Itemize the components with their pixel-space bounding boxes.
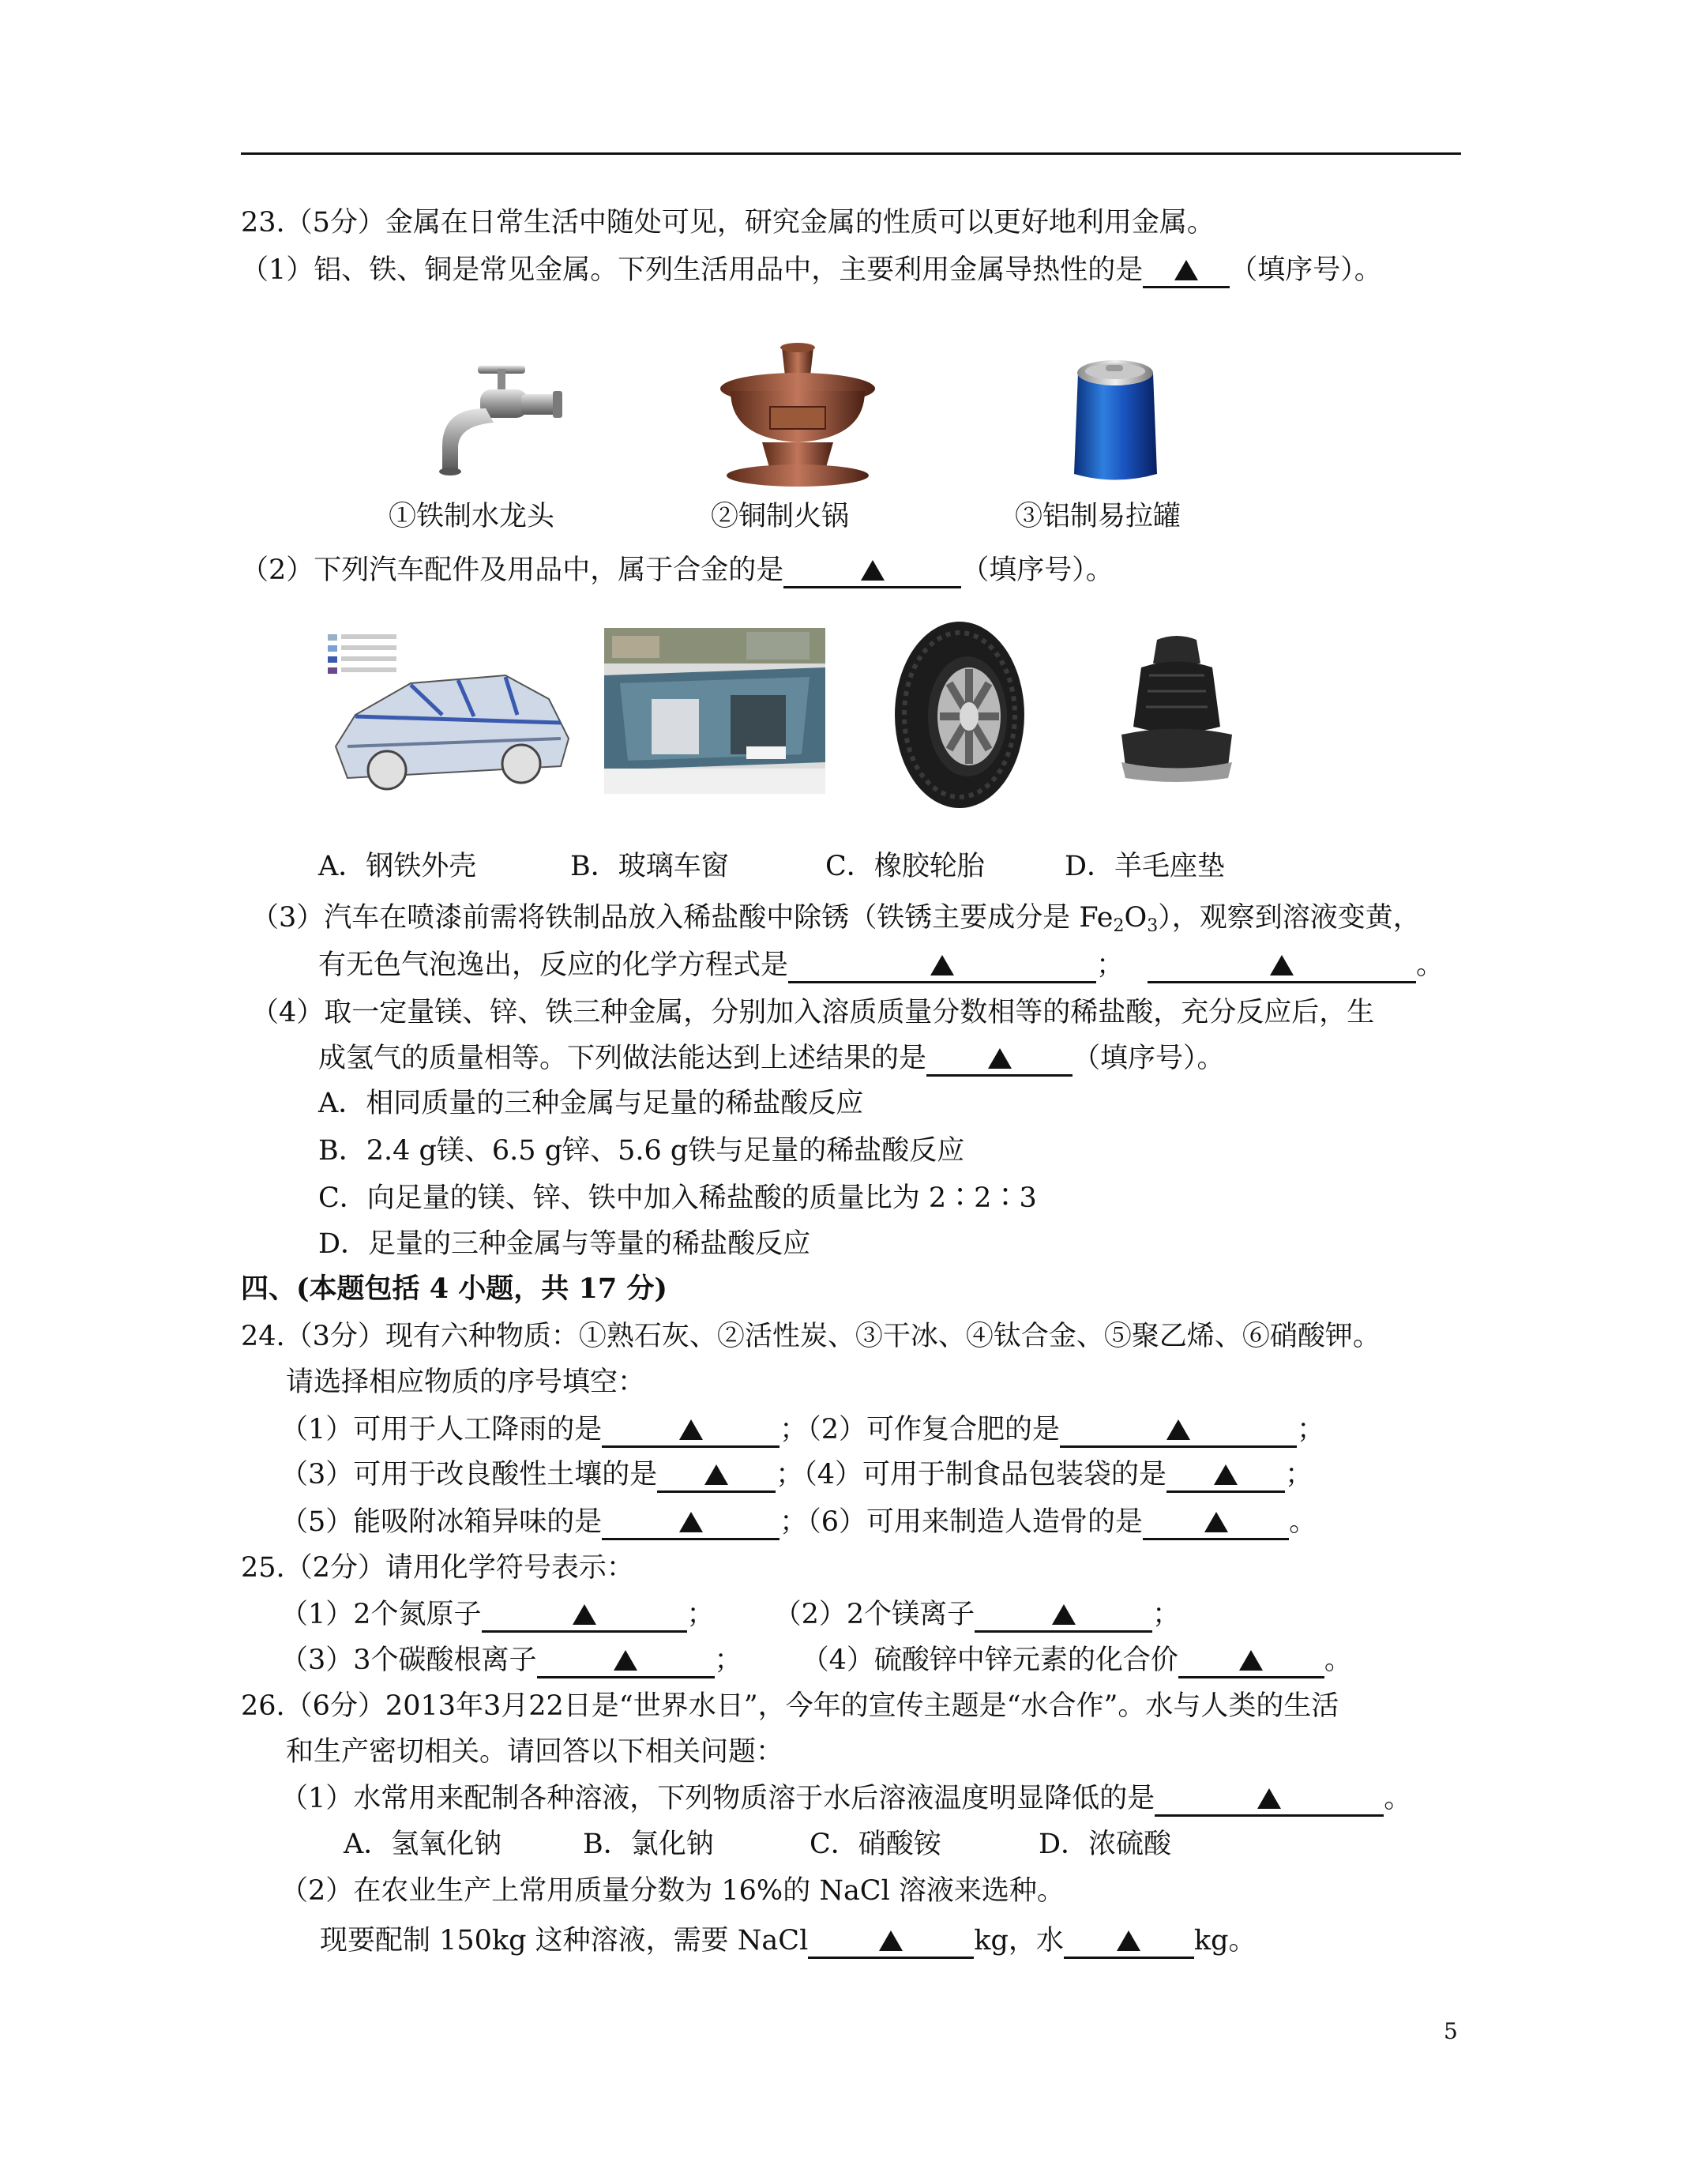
q23-part1: （1）铝、铁、铜是常见金属。下列生活用品中，主要利用金属导热性的是 （填序号）。	[241, 253, 1382, 288]
answer-blank[interactable]	[783, 554, 961, 588]
answer-blank[interactable]	[1143, 1506, 1289, 1540]
aluminum-can-image	[1070, 355, 1161, 486]
triangle-icon	[861, 560, 885, 581]
q23-part2: （2）下列汽车配件及用品中，属于合金的是 （填序号）。	[241, 553, 1114, 588]
triangle-icon	[930, 955, 954, 975]
q24-line1: （1）可用于人工降雨的是 ；（2）可作复合肥的是 ；	[280, 1412, 1324, 1448]
triangle-icon	[614, 1650, 637, 1671]
section-heading: 四、(本题包括 4 小题，共 17 分)	[241, 1272, 667, 1305]
triangle-icon	[988, 1048, 1012, 1069]
q26-title-line2: 和生产密切相关。请回答以下相关问题：	[286, 1736, 784, 1768]
answer-blank[interactable]	[482, 1599, 687, 1633]
q23-option4-d: D．足量的三种金属与等量的稀盐酸反应	[318, 1228, 811, 1260]
triangle-icon	[879, 1930, 903, 1951]
q24-line2: （3）可用于改良酸性土壤的是 ；（4）可用于制食品包装袋的是 ；	[280, 1457, 1313, 1493]
q26-option-c: C．硝酸铵	[810, 1829, 941, 1860]
q25-title: 25.（2分）请用化学符号表示：	[241, 1552, 634, 1584]
triangle-icon	[1166, 1419, 1190, 1440]
q23-option-c: C．橡胶轮胎	[825, 851, 985, 882]
answer-blank[interactable]	[1155, 1783, 1384, 1817]
page-number: 5	[1444, 2018, 1458, 2044]
car-body-image	[324, 628, 577, 798]
q23-option4-c: C．向足量的镁、锌、铁中加入稀盐酸的质量比为 2∶2∶3	[318, 1182, 1037, 1214]
answer-blank[interactable]	[537, 1645, 715, 1678]
triangle-icon	[1214, 1464, 1238, 1485]
copper-hotpot-image	[715, 340, 881, 490]
answer-blank[interactable]	[602, 1506, 780, 1540]
q23-option4-a: A．相同质量的三种金属与足量的稀盐酸反应	[318, 1088, 864, 1119]
q26-title: 26.（6分）2013年3月22日是“世界水日”，今年的宣传主题是“水合作”。水与人类的生活	[241, 1690, 1339, 1722]
answer-blank[interactable]	[1178, 1645, 1324, 1678]
triangle-icon	[679, 1419, 703, 1440]
q26-option-b: B．氯化钠	[583, 1829, 714, 1860]
triangle-icon	[1174, 260, 1198, 280]
q23-option4-b: B．2.4 g镁、6.5 g锌、5.6 g铁与足量的稀盐酸反应	[318, 1135, 965, 1167]
answer-blank[interactable]	[1060, 1414, 1297, 1448]
triangle-icon	[1270, 955, 1294, 975]
q26-option-d: D．浓硫酸	[1039, 1829, 1172, 1860]
answer-blank[interactable]	[788, 949, 1096, 983]
q24-line3: （5）能吸附冰箱异味的是 ；（6）可用来制造人造骨的是 。	[280, 1505, 1317, 1540]
img-label-faucet: ①铁制水龙头	[389, 501, 555, 532]
triangle-icon	[573, 1604, 596, 1625]
triangle-icon	[704, 1464, 728, 1485]
q26-part1: （1）水常用来配制各种溶液，下列物质溶于水后溶液温度明显降低的是 。	[280, 1781, 1411, 1817]
img-label-hotpot: ②铜制火锅	[711, 501, 850, 532]
car-windshield-image	[604, 628, 825, 794]
answer-blank[interactable]	[657, 1459, 776, 1493]
q23-part3-line2: 有无色气泡逸出，反应的化学方程式是 ； 。	[318, 948, 1444, 983]
answer-blank[interactable]	[1143, 254, 1230, 288]
answer-blank[interactable]	[1166, 1459, 1285, 1493]
q23-option-a: A．钢铁外壳	[318, 851, 477, 882]
q23-option-d: D．羊毛座垫	[1065, 851, 1226, 882]
answer-blank[interactable]	[926, 1043, 1073, 1077]
q23-part3: （3）汽车在喷漆前需将铁制品放入稀盐酸中除锈（铁锈主要成分是 $Fe_2O_3$），观察到溶液变黄，	[251, 902, 1421, 936]
rubber-tire-image	[892, 620, 1027, 810]
triangle-icon	[1117, 1930, 1140, 1951]
q23-part4-line2: 成氢气的质量相等。下列做法能达到上述结果的是 （填序号）。	[318, 1041, 1225, 1077]
q25-line1: （1）2个氮原子 ； （2）2个镁离子 ；	[280, 1597, 1180, 1633]
answer-blank[interactable]	[602, 1414, 780, 1448]
q24-intro: 请选择相应物质的序号填空：	[286, 1366, 646, 1398]
triangle-icon	[1257, 1788, 1281, 1809]
q26-part2: （2）在农业生产上常用质量分数为 16%的 NaCl 溶液来选种。	[280, 1875, 1065, 1907]
answer-blank[interactable]	[1148, 949, 1416, 983]
q24-title: 24.（3分）现有六种物质：①熟石灰、②活性炭、③干冰、④钛合金、⑤聚乙烯、⑥硝酸钾。	[241, 1321, 1381, 1352]
q23-option-b: B．玻璃车窗	[570, 851, 729, 882]
triangle-icon	[1052, 1604, 1076, 1625]
q26-part2-line2: 现要配制 150kg 这种溶液，需要 NaCl kg，水 kg。	[320, 1923, 1257, 1959]
triangle-icon	[1204, 1512, 1228, 1532]
answer-blank[interactable]	[808, 1925, 974, 1959]
triangle-icon	[679, 1512, 703, 1532]
q26-option-a: A．氢氧化钠	[344, 1829, 502, 1860]
q23-part4: （4）取一定量镁、锌、铁三种金属，分别加入溶质质量分数相等的稀盐酸，充分反应后，生	[251, 997, 1375, 1028]
triangle-icon	[1239, 1650, 1263, 1671]
answer-blank[interactable]	[1064, 1925, 1194, 1959]
header-rule	[241, 152, 1461, 155]
faucet-image	[419, 359, 569, 486]
q25-line2: （3）3个碳酸根离子 ； （4）硫酸锌中锌元素的化合价 。	[280, 1643, 1352, 1678]
q23-title: 23.（5分）金属在日常生活中随处可见，研究金属的性质可以更好地利用金属。	[241, 207, 1215, 239]
answer-blank[interactable]	[975, 1599, 1152, 1633]
wool-seat-cushion-image	[1110, 632, 1244, 786]
img-label-can: ③铝制易拉罐	[1015, 501, 1181, 532]
